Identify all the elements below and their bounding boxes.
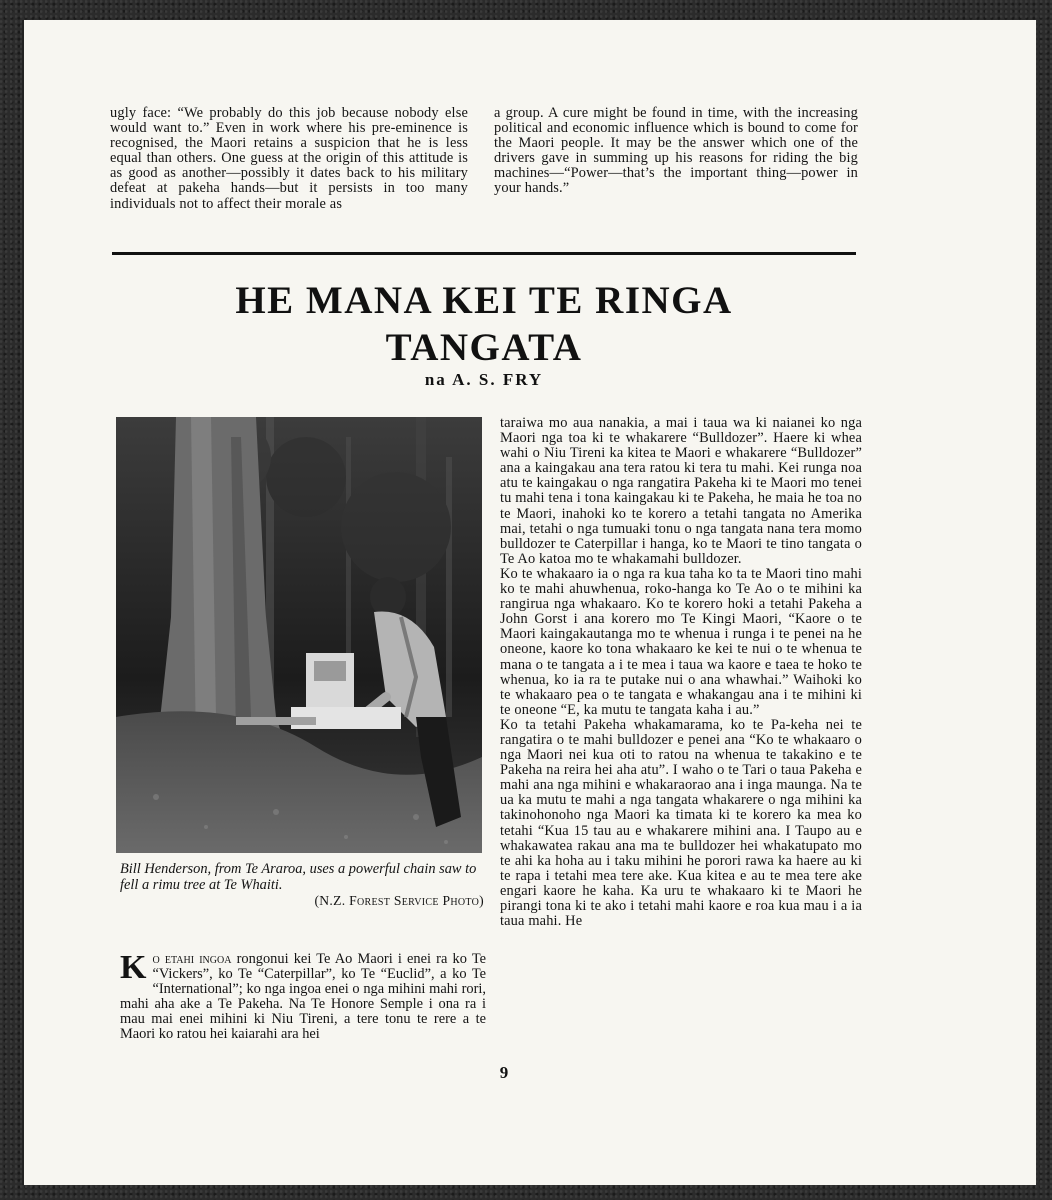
chainsaw-photo (116, 417, 482, 853)
article-byline: na A. S. FRY (424, 370, 544, 389)
title-line-2: TANGATA (385, 326, 583, 369)
photo-caption: Bill Henderson, from Te Araroa, uses a powerful chain saw to fell a rimu tree at Te Whaiti. (120, 861, 477, 893)
photo-credit (120, 893, 484, 909)
article-body-left (120, 949, 487, 1043)
credit-suffix: ) (479, 893, 484, 908)
drop-cap: K (120, 949, 147, 986)
credit-smallcaps: Forest Service Photo (349, 893, 480, 908)
left-body-text: rongonui kei Te Ao Maori i enei ra ko Te “Vickers”, ko Te “Caterpillar”, ko Te “Euclid”, a ko Te “International”; ko nga ingoa enei o nga mihini mahi rori, mahi aha ake a Te Pakeha. Na Te Honore Semple i ona ra i mau mai enei mihini ki Niu Tireni, a tere tonu te rere a te Maori ko ratou hei kaiarahi ara hei (120, 951, 487, 1043)
top-left-column: ugly face: “We probably do this job because nobody else would want to.” Even in work where his pre-eminence is recognised, the Maori retains a suspicion that he is less equal than others. One guess at the origin of this attitude is as good as another—possibly it dates back to his military defeat at pakeha hands—but it persists in too many individuals not to affect their morale as (110, 105, 468, 212)
title-line-1: HE MANA KEI TE RINGA (235, 279, 733, 322)
top-right-column: a group. A cure might be found in time, with the increasing political and economic influence which is bound to come for the Maori people. It may be the answer which one of the drivers gave in summing up his reasons for riding the big machines—“Power—that’s the important thing—power in your hands.” (494, 105, 858, 197)
article-body-right: taraiwa mo aua nanakia, a mai i taua wa ki naianei ko nga Maori nga toa ki te whakarere “Bulldozer”. Haere ki whea wahi o Niu Tireni ka kitea te Maori e whakarere “Bulldozer” ana a kaingakau ana tera ratou ki tera tu mahi. Kei runga noa atu te kaingakau o nga rangatira Pakeha ki te Maori mo tenei tu mahi tena i tona kaingakau ki te Pakeha, he maia he toa no te Maori, inahoki ko te korero a tetahi tangata no Amerika mai, tetahi o nga tumuaki tonu o nga tangata nana tera momo bulldozer te Caterpillar i hanga, ko te Maori te tino tangata o Te Ao katoa mo te whakamahi bulldozer. Ko te whakaaro ia o nga ra kua taha ko ta te Maori tino mahi ko te mahi ahuwhenua, roko-hanga ko Te Ao o te mihini ka rangirua nga whakaaro. Ko te korero hoki a tetahi Pakeha a John Gorst i ana korero mo Te Kingi Maori, “Kaore o te Maori kaingakautanga mo te whenua i runga i te penei na he oneone, kaore ko tona whakaaro ke kei te nui o te whenua te mana o te tangata a i te mea i taua wa kaore e taea te hoko te whenua, ko ia ra te putake nui o ana whawhai.” Waihoki ko te whakaaro pea o te tangata e whakangau ana i te mihini ki te oneone “E, ka mutu te tangata kaha i au.” Ko ta tetahi Pakeha whakamarama, ko te Pa-keha nei te rangatira o te mahi bulldozer e penei ana “Ko te whakaaro o nga Maori nei kua oti to ratou na whenua te takakino e te Pakeha na reira hei aha atu”. I waho o te Tari o taua Pakeha e mahi ana nga mihini e whakaraorao ana i inga maunga. Na te ua ka mutu te mahi a nga tangata whakarere o nga mihini ka takinohonoho nga Maori ka timata ki te korero ka mea ko tetahi “Kua 15 tau au e whakarere mihini ana. I Taupo au e whakawatea rakau ana ma te bulldozer hei whakatupato mo te ahi ka hoha au i taku mihini he porori rawa ka haere au ki te rapa i tetahi mea tere ake. Kua kitea e au te mea tere ake engari kaore he kaha. Ka uru te whakaaro ki te Maori he pirangi tona ki te ako i tetahi mahi kaore e roa kua mau i a ia taua mahi. He (500, 415, 862, 930)
article-title (112, 277, 856, 371)
section-divider (112, 252, 856, 255)
page-number: 9 (499, 1063, 509, 1082)
credit-prefix: (N.Z. (314, 893, 350, 908)
intro-smallcaps: o etahi ingoa (152, 951, 232, 967)
magazine-page (22, 20, 1036, 1185)
